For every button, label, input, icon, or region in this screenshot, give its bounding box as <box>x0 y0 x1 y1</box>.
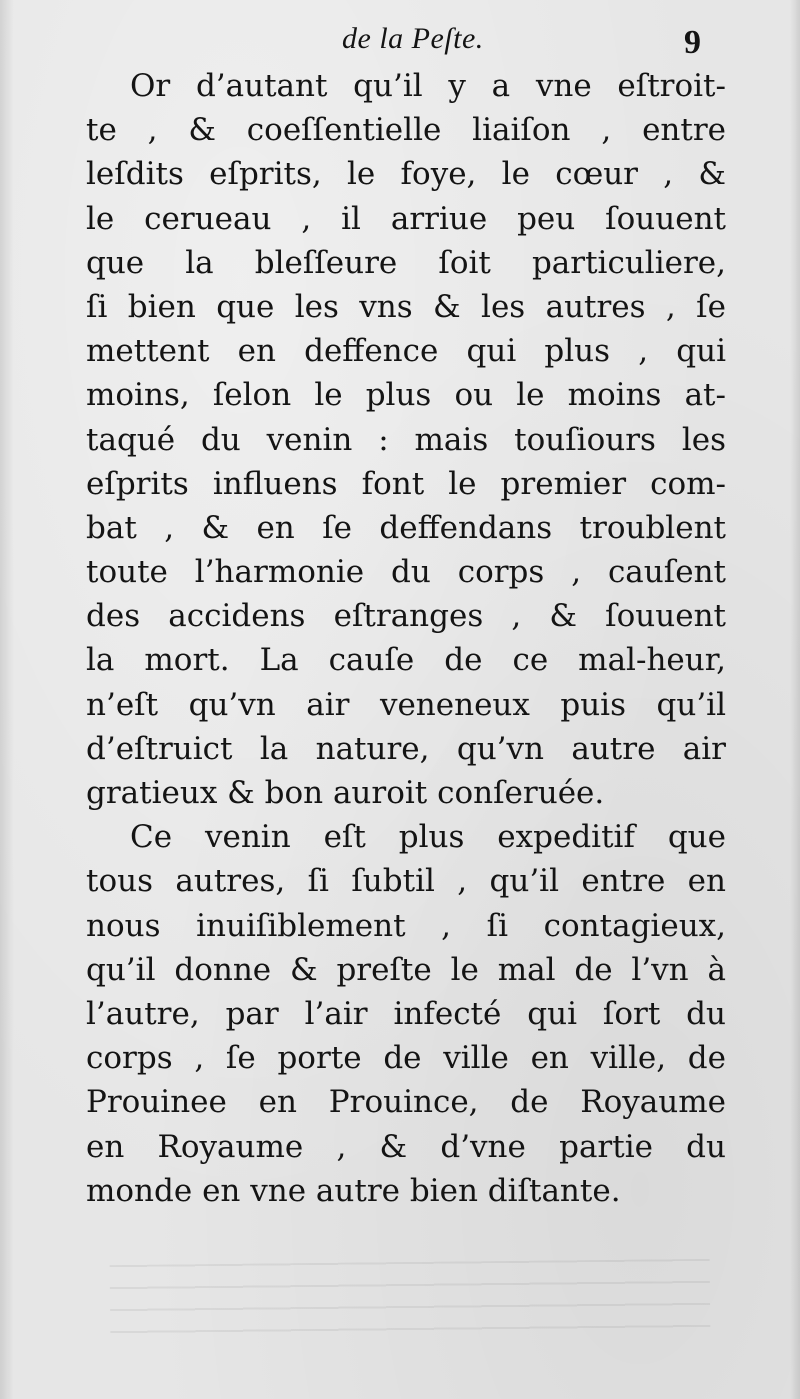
text-line: gratieux & bon auroit conſeruée. <box>86 775 605 811</box>
text-line: des accidens eſtranges , & ſouuent <box>86 598 726 635</box>
text-line: ſi bien que les vns & les autres , ſe <box>86 288 726 325</box>
text-line: leſdits eſprits, le foye, le cœur , & <box>86 156 726 193</box>
page-number: 9 <box>684 24 701 61</box>
text-line: tous autres, ſi ſubtil , qu’il entre en <box>86 863 726 900</box>
running-title: de la Peſte. <box>342 22 484 55</box>
text-line: moins, ſelon le plus ou le moins at- <box>86 377 726 414</box>
running-head <box>0 22 800 62</box>
text-line: monde en vne autre bien diſtante. <box>86 1172 621 1209</box>
body-text <box>86 64 726 1213</box>
text-line: Prouinee en Prouince, de Royaume <box>86 1084 726 1121</box>
text-line: en Royaume , & d’vne partie du <box>86 1128 726 1165</box>
text-line: eſprits influens font le premier com- <box>86 465 726 502</box>
text-line: nous inuiſiblement , ſi contagieux, <box>86 907 726 944</box>
text-line: qu’il donne & preſte le mal de l’vn à <box>86 951 726 988</box>
text-line: que la bleſſeure ſoit particuliere, <box>86 244 726 281</box>
text-line: Ce venin eſt plus expeditif que <box>130 819 726 856</box>
text-line: corps , ſe porte de ville en ville, de <box>86 1040 726 1077</box>
text-line: toute l’harmonie du corps , cauſent <box>86 554 726 591</box>
text-line: la mort. La cauſe de ce mal-heur, <box>86 642 726 679</box>
text-line: mettent en deffence qui plus , qui <box>86 333 726 370</box>
text-line: n’eſt qu’vn air veneneux puis qu’il <box>86 686 726 723</box>
text-line: Or d’autant qu’il y a vne eſtroit- <box>130 68 726 104</box>
text-line: bat , & en ſe deffendans troublent <box>86 509 726 546</box>
text-line: le cerueau , il arriue peu ſouuent <box>86 200 726 237</box>
text-line: te , & coeſſentielle liaiſon , entre <box>86 112 726 149</box>
text-line: l’autre, par l’air infecté qui ſort du <box>86 995 726 1032</box>
text-line: taqué du venin : mais touſiours les <box>86 421 726 458</box>
show-through-shadow <box>110 1259 711 1335</box>
text-line: d’eſtruict la nature, qu’vn autre air <box>86 730 726 767</box>
